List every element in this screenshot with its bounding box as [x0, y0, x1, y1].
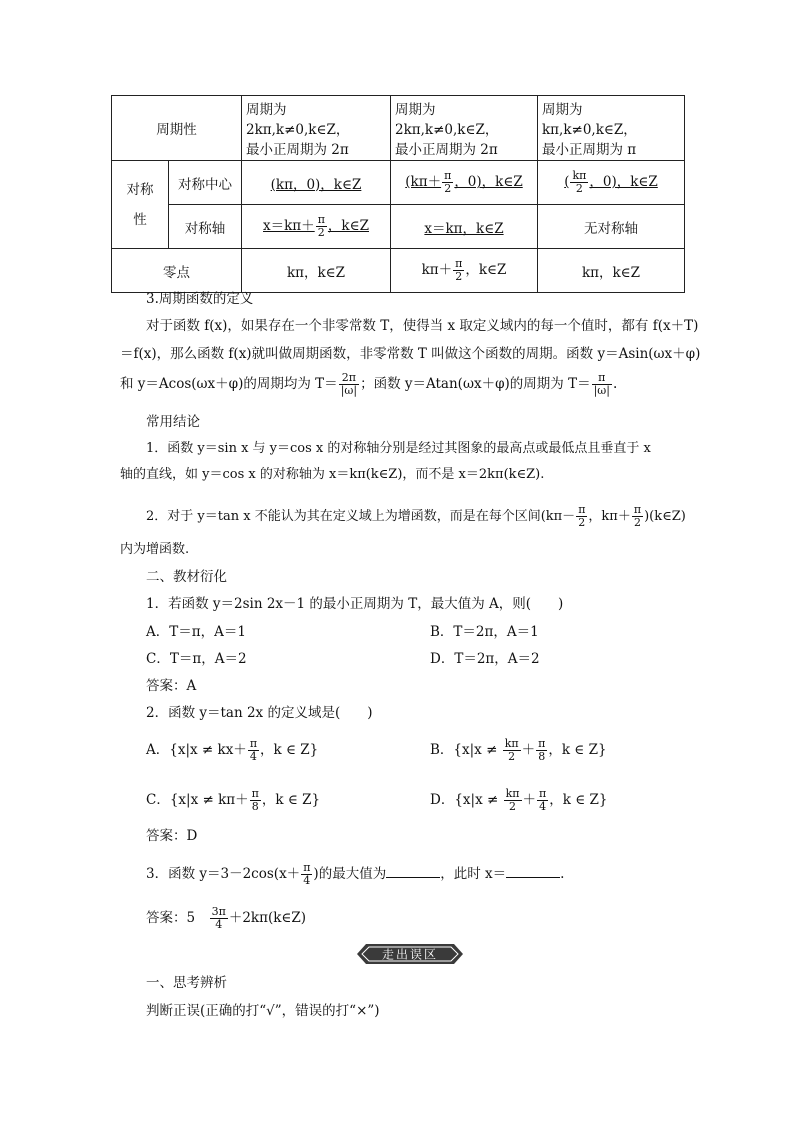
- cell-text: 最小正周期为 2π: [395, 142, 498, 158]
- table-row: [112, 161, 685, 205]
- numerator: kπ: [504, 737, 519, 750]
- answer-blank: [506, 865, 560, 878]
- numerator: π: [251, 787, 259, 800]
- fraction: [316, 214, 327, 239]
- denominator: 2: [509, 800, 517, 813]
- numerator: π: [578, 503, 586, 516]
- text: A．{x|x ≠ kx＋: [146, 742, 247, 758]
- cell-period-cos: [391, 96, 538, 161]
- denominator: 2: [578, 516, 586, 529]
- fraction: [453, 258, 464, 283]
- formula: ( $\frac{k\pi}{2}$ ，0)，k∈Z: [564, 169, 658, 195]
- numerator: π: [539, 787, 547, 800]
- answer-blank: [386, 865, 440, 878]
- text: ，k ∈ Z}: [261, 792, 321, 808]
- formula: [405, 169, 523, 195]
- paragraph-line: [146, 504, 686, 529]
- fraction: [576, 504, 587, 529]
- numerator: π: [538, 737, 546, 750]
- cell-text: (kπ，0)，k∈Z: [270, 176, 362, 193]
- text: ，kπ＋: [588, 509, 631, 524]
- text: .: [560, 866, 565, 882]
- text: ，此时 x＝: [440, 866, 507, 882]
- question-3: [146, 862, 564, 887]
- paragraph-line: ＝f(x)，那么函数 f(x)就叫做周期函数，非零常数 T 叫做这个函数的周期。函数 y＝Asin(ωx＋φ): [120, 346, 701, 362]
- section-title: 常用结论: [146, 414, 200, 430]
- text: ；函数 y＝Atan(ωx＋φ)的周期为 T＝: [360, 376, 591, 392]
- trig-properties-table: [111, 95, 685, 293]
- text: ，k ∈ Z}: [548, 742, 607, 758]
- numerator: 3π: [211, 905, 226, 918]
- cell-text: 最小正周期为 2π: [246, 142, 349, 158]
- answer-2: 答案：D: [146, 828, 198, 844]
- fraction: [592, 372, 612, 397]
- denominator: 2: [508, 750, 516, 763]
- formula: [263, 213, 369, 239]
- paragraph-line: 内为增函数.: [120, 542, 190, 557]
- denominator: 2: [575, 182, 583, 195]
- section-banner: [356, 943, 464, 965]
- fraction: [503, 738, 521, 763]
- cell-center-tan: [538, 161, 685, 205]
- cell-text: 周期为 2kπ,k≠0,k∈Z，: [395, 102, 499, 138]
- option-d: [430, 788, 607, 813]
- cell-period-tan: [538, 96, 685, 161]
- question-2: 2．函数 y＝tan 2x 的定义域是( ): [146, 705, 373, 721]
- cell-center-sin: [242, 161, 391, 205]
- banner-label: 走出误区: [381, 947, 439, 962]
- numerator: π: [303, 861, 311, 874]
- fraction: [442, 170, 453, 195]
- text: B．{x|x ≠: [430, 742, 502, 758]
- denominator: 2: [317, 226, 325, 239]
- denominator: |ω|: [340, 384, 358, 397]
- text: 2．对于 y＝tan x 不能认为其在定义域上为增函数，而是在每个区间(kπ－: [146, 509, 576, 524]
- denominator: 4: [539, 800, 547, 813]
- text: x＝kπ＋: [263, 218, 315, 234]
- cell-axis-tan: 无对称轴: [538, 205, 685, 249]
- numerator: π: [317, 213, 325, 226]
- text: 和 y＝Acos(ωx＋φ)的周期均为 T＝: [120, 376, 338, 392]
- text: ，0)，k∈Z: [454, 174, 523, 190]
- cell-text: 周期为 2kπ,k≠0,k∈Z，: [246, 102, 350, 138]
- cell-text: 周期为 kπ,k≠0,k∈Z，: [542, 102, 637, 138]
- table-row: [112, 205, 685, 249]
- cell-center-cos: [391, 161, 538, 205]
- text: )(k∈Z): [644, 509, 686, 524]
- cell-zeros-sin: kπ，k∈Z: [242, 249, 391, 293]
- denominator: |ω|: [593, 384, 610, 397]
- cell-zeros-tan: kπ，k∈Z: [538, 249, 685, 293]
- answer-1: 答案：A: [146, 678, 197, 694]
- option-a: [146, 738, 318, 763]
- option-b: B．T＝2π，A＝1: [430, 624, 539, 640]
- option-c: [146, 788, 320, 813]
- denominator: 4: [249, 750, 257, 763]
- text: 答案：5: [146, 910, 209, 926]
- paragraph-line: 对于函数 f(x)，如果存在一个非零常数 T，使得当 x 取定义域内的每一个值时，都有 f(x＋T): [146, 318, 699, 334]
- numerator: π: [592, 372, 612, 385]
- cell-text: 最小正周期为 π: [542, 142, 637, 158]
- denominator: 4: [303, 874, 311, 887]
- text: ，k∈Z: [465, 262, 507, 278]
- answer-3: [146, 906, 306, 931]
- text: ＋: [521, 742, 536, 758]
- text: )的最大值为: [313, 866, 387, 882]
- text: C．{x|x ≠ kπ＋: [146, 792, 249, 808]
- text: ，k ∈ Z}: [549, 792, 608, 808]
- numerator: 2π: [339, 372, 359, 385]
- cell-axis-sin: [242, 205, 391, 249]
- row-label-zeros: 零点: [112, 249, 242, 293]
- table-row: [112, 96, 685, 161]
- cell-zeros-cos: [391, 249, 538, 293]
- numerator: kπ: [572, 169, 587, 182]
- row-label-symmetry: 对称 性: [112, 161, 169, 249]
- cell-period-sin: [242, 96, 391, 161]
- text: ，k ∈ Z}: [260, 742, 319, 758]
- paragraph-line: [120, 372, 617, 397]
- denominator: 2: [444, 182, 452, 195]
- text: kπ＋: [421, 262, 453, 278]
- text: D．{x|x ≠: [430, 792, 503, 808]
- text: .: [612, 376, 618, 392]
- section-title: 3.周期函数的定义: [146, 291, 254, 307]
- numerator: π: [455, 257, 463, 270]
- fraction: [537, 788, 548, 813]
- fraction: [210, 906, 228, 931]
- denominator: 2: [633, 516, 641, 529]
- denominator: 4: [215, 918, 223, 931]
- table-row: [112, 249, 685, 293]
- text: 3．函数 y＝3－2cos(x＋: [146, 866, 301, 882]
- fraction: [248, 738, 259, 763]
- numerator: π: [444, 169, 452, 182]
- fraction: [570, 170, 588, 195]
- text: (kπ＋: [405, 174, 442, 190]
- paragraph-line: 1．函数 y＝sin x 与 y＝cos x 的对称轴分别是经过其图象的最高点或最低点且垂直于 x: [146, 441, 651, 456]
- label-symmetry-axis: 对称轴: [169, 205, 242, 249]
- cell-text: x＝kπ，k∈Z: [424, 220, 504, 237]
- section-title: 一、思考辨析: [146, 975, 227, 991]
- numerator: kπ: [505, 787, 520, 800]
- option-a: A．T＝π，A＝1: [146, 624, 246, 640]
- fraction: [632, 504, 643, 529]
- denominator: 8: [538, 750, 546, 763]
- denominator: 8: [251, 800, 259, 813]
- section-title: 二、教材衍化: [146, 569, 227, 585]
- fraction: [536, 738, 547, 763]
- question-1: 1．若函数 y＝2sin 2x－1 的最小正周期为 T，最大值为 A，则( ): [146, 596, 564, 612]
- fraction: [504, 788, 522, 813]
- option-c: C．T＝π，A＝2: [146, 651, 247, 667]
- paragraph-line: 轴的直线，如 y＝cos x 的对称轴为 x＝kπ(k∈Z)，而不是 x＝2kπ(k∈Z).: [120, 467, 545, 482]
- fraction: [339, 372, 359, 397]
- fraction: [301, 862, 312, 887]
- paragraph-line: 判断正误(正确的打“√”，错误的打“×”): [146, 1003, 380, 1019]
- row-label-period: 周期性: [112, 96, 242, 161]
- text: ，0)，k∈Z: [589, 174, 658, 190]
- text: ＋2kπ(k∈Z): [228, 910, 307, 926]
- denominator: 2: [455, 270, 463, 283]
- option-d: D．T＝2π，A＝2: [430, 651, 540, 667]
- text: ＋: [522, 792, 536, 808]
- fraction: [250, 788, 261, 813]
- numerator: π: [249, 737, 258, 750]
- text: ，k∈Z: [327, 218, 369, 234]
- option-b: [430, 738, 607, 763]
- label-symmetry-center: 对称中心: [169, 161, 242, 205]
- numerator: π: [633, 503, 642, 516]
- cell-axis-cos: [391, 205, 538, 249]
